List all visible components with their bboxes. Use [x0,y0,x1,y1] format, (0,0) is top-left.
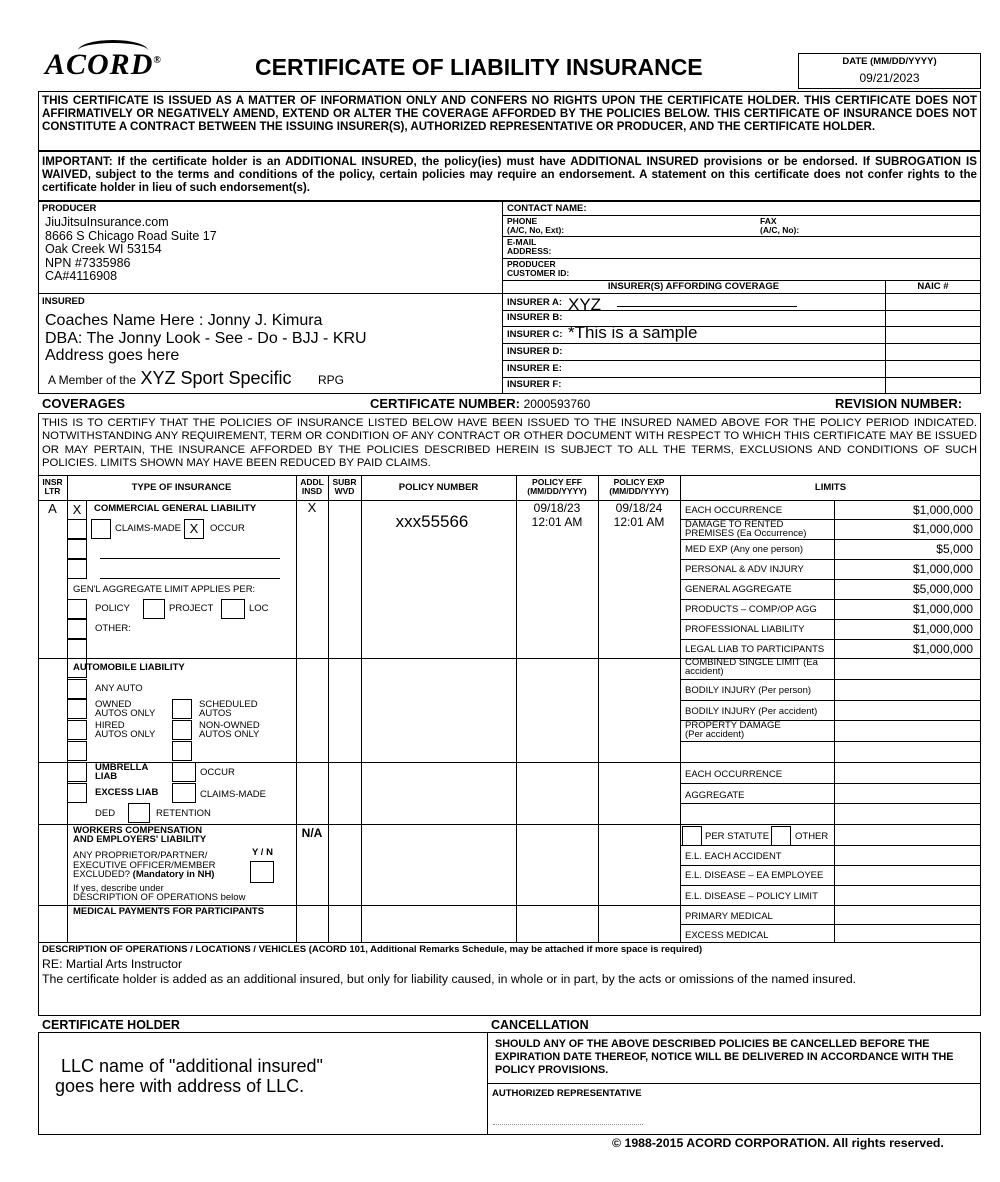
agg-other-checkbox[interactable] [67,619,87,639]
certificate-number: CERTIFICATE NUMBER: 2000593760 [370,396,591,411]
cgl-limit-value: $5,000 [936,542,973,556]
limit-divider [680,599,981,600]
cgl-limit-value: $1,000,000 [912,562,973,576]
ded-label: DED [95,808,116,819]
insured-label: INSURED [42,296,85,307]
any-auto-checkbox[interactable] [67,679,87,699]
limit-divider [680,519,981,520]
hired-label: HIRED AUTOS ONLY [95,720,156,740]
any-auto-label: ANY AUTO [95,683,143,694]
auto-blank-1[interactable] [67,658,87,678]
col-policy-exp: POLICY EXP (MM/DD/YYYY) [609,477,669,496]
auto-limit-1: COMBINED SINGLE LIMIT (Ea accident) [685,657,818,677]
col-policy-eff: POLICY EFF (MM/DD/YYYY) [527,477,587,496]
cgl-ltr: A [48,501,57,516]
umb-occur-label: OCCUR [200,767,235,778]
other-label: OTHER [795,831,829,842]
umbrella-label: UMBRELLA LIAB [95,762,149,782]
other-checkbox[interactable] [771,826,791,846]
footer-copyright: © 1988-2015 ACORD CORPORATION. All rights reserved. [612,1136,944,1150]
claims-made-box2[interactable] [91,519,111,539]
cgl-limit-value: $1,000,000 [912,522,973,536]
cgl-addl: X [307,500,317,515]
scheduled-label: SCHEDULED AUTOS [199,699,258,719]
auto-limit-2: BODILY INJURY (Per person) [685,685,812,696]
disclaimer-text: THIS CERTIFICATE IS ISSUED AS A MATTER OF INFORMATION ONLY AND CONFERS NO RIGHTS UPON THE CERTIFICATE HOLDER. THIS CERTIFICATE DOES NOT AFFIRMATIVELY OR NEGATIVELY AMEND, EXTEND OR ALTER THE COVERAGE AFFORDED BY THE POLICIES BELOW. THIS CERTIFICATE OF INSURANCE DOES NOT CONSTITUTE A CONTRACT BETWEEN THE ISSUING INSURER(S), AUTHORIZED REPRESENTATIVE OR PRODUCER, AND THE CERTIFICATE HOLDER. [42,94,977,133]
workers-proprietor: ANY PROPRIETOR/PARTNER/ EXECUTIVE OFFICER/MEMBER EXCLUDED? (Mandatory in NH) [73,850,216,880]
cgl-eff: 09/18/23 12:01 AM [531,501,583,529]
auto-label: AUTOMOBILE LIABILITY [73,662,185,673]
el-each-accident: E.L. EACH ACCIDENT [685,851,782,862]
cgl-limit-label: DAMAGE TO RENTED PREMISES (Ea Occurrence) [685,519,807,539]
auto-blank-3[interactable] [172,741,192,761]
cgl-limit-value: $1,000,000 [912,602,973,616]
limit-divider [680,619,981,620]
cgl-limit-label: GENERAL AGGREGATE [685,584,792,595]
col-addl: ADDL INSD [300,477,324,496]
cgl-limit-label: PROFESSIONAL LIABILITY [685,624,805,635]
signature-mark [493,1120,643,1125]
description-text: RE: Martial Arts Instructor The certificate holder is added as an additional insured, but only for liability caused, in whole or in part, by the acts or omissions of the named insured. [42,957,857,986]
insurer-e-label: INSURER E: [507,363,562,374]
date-label: DATE (MM/DD/YYYY) [842,56,937,67]
insured-info: Coaches Name Here : Jonny J. Kimura DBA: The Jonny Look - See - Do - BJJ - KRU Address goes here [45,312,367,364]
cgl-limit-value: $1,000,000 [912,622,973,636]
limit-divider [680,579,981,580]
producer-id-label: PRODUCER CUSTOMER ID: [507,259,570,278]
cgl-limit-value: $5,000,000 [912,582,973,596]
excess-label: EXCESS LIAB [95,787,159,798]
cgl-blank-3[interactable] [67,639,87,659]
hired-checkbox[interactable] [67,720,87,740]
workers-describe: If yes, describe under DESCRIPTION OF OPERATIONS below [73,883,246,903]
non-owned-checkbox[interactable] [172,720,192,740]
revision-number: REVISION NUMBER: [835,396,963,411]
cgl-label: COMMERCIAL GENERAL LIABILITY [94,503,257,514]
naic-header: NAIC # [917,281,949,292]
agg-policy-label: POLICY [95,603,130,614]
cgl-limit-label: PRODUCTS – COMP/OP AGG [685,604,817,615]
contact-name-label: CONTACT NAME: [507,203,587,214]
cancellation-label: CANCELLATION [491,1018,589,1032]
insurer-a-label: INSURER A: [507,297,563,308]
auto-limit-4: PROPERTY DAMAGE (Per accident) [685,720,781,740]
cgl-checkbox[interactable]: X [67,500,87,520]
description-label: DESCRIPTION OF OPERATIONS / LOCATIONS / VEHICLES (ACORD 101, Additional Remarks Schedule, may be attached if more space is required) [42,944,703,955]
el-disease-policy: E.L. DISEASE – POLICY LIMIT [685,891,818,902]
cgl-policy-number: xxx55566 [395,512,469,531]
agg-policy-checkbox[interactable] [67,599,87,619]
coverages-label: COVERAGES [42,396,126,411]
auto-blank-2[interactable] [67,741,87,761]
umb-limit-2: AGGREGATE [685,790,745,801]
authorized-rep-label: AUTHORIZED REPRESENTATIVE [492,1088,642,1099]
cgl-limit-label: EACH OCCURRENCE [685,505,783,516]
claims-made-checkbox[interactable] [67,519,87,539]
excess-medical: EXCESS MEDICAL [685,930,769,941]
umb-claims-label: CLAIMS-MADE [200,789,266,800]
agg-project-label: PROJECT [169,603,214,614]
workers-yn: Y / N [252,847,273,858]
auto-limit-3: BODILY INJURY (Per accident) [685,706,818,717]
email-label: E-MAIL ADDRESS: [507,237,552,256]
umbrella-checkbox[interactable] [67,762,87,782]
cgl-limit-label: MED EXP (Any one person) [685,544,804,555]
important-text: IMPORTANT: If the certificate holder is an ADDITIONAL INSURED, the policy(ies) must have ADDITIONAL INSURED provisions or be endorsed. If SUBROGATION IS WAIVED, subject to the terms and conditions of the policy, certain policies may require an endorsement. A statement on this certificate does not confer rights to the certificate holder in lieu of such endorsement(s). [42,155,977,194]
producer-address: JiuJitsuInsurance.com 8666 S Chicago Road Suite 17 Oak Creek WI 53154 NPN #7335986 CA#4116908 [45,215,217,283]
limit-divider [680,639,981,640]
logo-swoosh [78,40,148,61]
limit-divider [680,559,981,560]
gen-agg-label: GEN'L AGGREGATE LIMIT APPLIES PER: [73,584,256,595]
agg-project-checkbox[interactable] [143,599,165,619]
cgl-blank-1[interactable] [67,539,87,559]
owned-checkbox[interactable] [67,699,87,719]
agg-loc-label: LOC [249,603,269,614]
member-line: A Member of the XYZ Sport Specific RPG [48,368,345,388]
scheduled-checkbox[interactable] [172,699,192,719]
occur-checkbox[interactable]: X [184,519,204,539]
limit-divider [680,539,981,540]
producer-label: PRODUCER [42,203,97,214]
cgl-limit-label: PERSONAL & ADV INJURY [685,564,804,575]
non-owned-label: NON-OWNED AUTOS ONLY [199,720,260,740]
agg-loc-checkbox[interactable] [221,599,245,619]
insurers-header: INSURER(S) AFFORDING COVERAGE [607,281,780,292]
phone-label: PHONE (A/C, No, Ext): [507,216,565,235]
excess-checkbox[interactable] [67,783,87,803]
umb-claims-checkbox[interactable] [172,783,196,803]
col-limits: LIMITS [814,482,847,493]
per-statute-label: PER STATUTE [705,831,770,842]
coverage-statement: THIS IS TO CERTIFY THAT THE POLICIES OF INSURANCE LISTED BELOW HAVE BEEN ISSUED TO THE INSURED NAMED ABOVE FOR THE POLICY PERIOD INDICATED. NOTWITHSTANDING ANY REQUIREMENT, TERM OR CONDITION OF ANY CONTRACT OR OTHER DOCUMENT WITH RESPECT TO WHICH THIS CERTIFICATE MAY BE ISSUED OR MAY PERTAIN, THE INSURANCE AFFORDED BY THE POLICIES DESCRIBED HEREIN IS SUBJECT TO ALL THE TERMS, EXCLUSIONS AND CONDITIONS OF SUCH POLICIES. LIMITS SHOWN MAY HAVE BEEN REDUCED BY PAID CLAIMS. [42,417,977,469]
claims-made-label: CLAIMS-MADE [115,523,181,534]
umb-occur-checkbox[interactable] [172,762,196,782]
per-statute-checkbox[interactable] [682,826,702,846]
agg-other-label: OTHER: [95,623,131,634]
cgl-limit-value: $1,000,000 [912,503,973,517]
medical-label: MEDICAL PAYMENTS FOR PARTICIPANTS [73,906,265,917]
insurer-c-label: INSURER C: [507,329,563,340]
workers-label: WORKERS COMPENSATION AND EMPLOYERS' LIABILITY [73,825,207,845]
owned-label: OWNED AUTOS ONLY [95,699,156,719]
col-type: TYPE OF INSURANCE [131,482,232,493]
insurer-f-label: INSURER F: [507,379,562,390]
date-value: 09/21/2023 [859,71,920,85]
cgl-blank-2[interactable] [67,559,87,579]
insurer-b-label: INSURER B: [507,312,563,323]
ded-checkbox[interactable] [128,803,150,823]
cgl-limit-value: $1,000,000 [912,642,973,656]
holder-label: CERTIFICATE HOLDER [42,1018,180,1032]
cancellation-text: SHOULD ANY OF THE ABOVE DESCRIBED POLICIES BE CANCELLED BEFORE THE EXPIRATION DATE THEREOF, NOTICE WILL BE DELIVERED IN ACCORDANCE WITH THE POLICY PROVISIONS. [495,1038,954,1076]
col-subr: SUBR WVD [332,477,357,496]
acord-logo: ACORD® [45,48,162,81]
fax-label: FAX (A/C, No): [760,216,800,235]
holder-text: LLC name of "additional insured" goes here with address of LLC. [55,1056,323,1096]
insurer-a-value: XYZ [568,295,602,314]
occur-label: OCCUR [210,523,245,534]
insurer-c-value: *This is a sample [568,323,698,342]
page-title: CERTIFICATE OF LIABILITY INSURANCE [255,54,703,80]
workers-na: N/A [301,826,323,840]
retention-label: RETENTION [156,808,211,819]
col-insr-ltr: INSR LTR [42,477,63,496]
primary-medical: PRIMARY MEDICAL [685,911,773,922]
umb-limit-1: EACH OCCURRENCE [685,769,783,780]
excluded-yn-checkbox[interactable] [250,861,274,883]
cgl-exp: 09/18/24 12:01 AM [613,501,665,529]
el-disease-employee: E.L. DISEASE – EA EMPLOYEE [685,870,824,881]
cgl-limit-label: LEGAL LIAB TO PARTICIPANTS [685,644,825,655]
insurer-d-label: INSURER D: [507,346,563,357]
col-policy-number: POLICY NUMBER [398,482,479,493]
